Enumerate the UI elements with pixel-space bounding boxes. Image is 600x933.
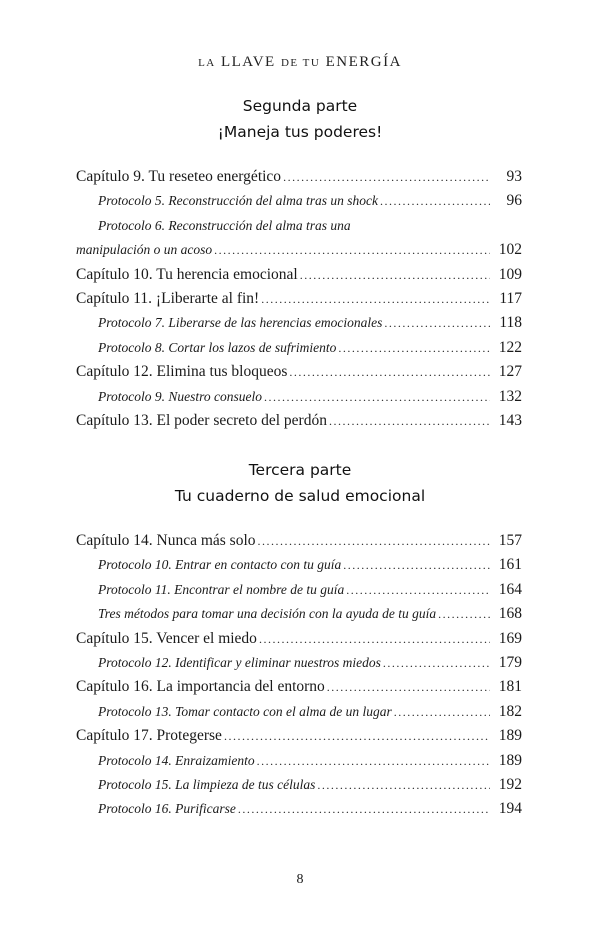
toc-dot-leader <box>224 724 490 748</box>
toc-dot-leader <box>329 409 490 433</box>
toc-page-number: 179 <box>498 653 522 671</box>
toc-part2 <box>76 165 522 433</box>
toc-dot-leader <box>264 385 490 409</box>
toc-page-number: 164 <box>498 580 522 598</box>
toc-dot-leader <box>300 263 490 287</box>
toc-dot-leader <box>343 553 490 577</box>
toc-entry-title: Tres métodos para tomar una decisión con la ayuda de tu guía <box>98 606 437 622</box>
toc-page-number: 168 <box>498 605 522 623</box>
toc-protocol-entry <box>76 797 522 821</box>
toc-protocol-entry <box>76 553 522 577</box>
toc-dot-leader <box>259 627 490 651</box>
running-head-llave: LLAVE <box>220 54 276 70</box>
toc-page-number: 192 <box>498 775 522 793</box>
toc-dot-leader <box>289 360 490 384</box>
toc-chapter-entry <box>76 165 522 189</box>
toc-page-number: 127 <box>498 363 522 381</box>
toc-page-number: 143 <box>498 411 522 429</box>
toc-dot-leader <box>238 797 490 821</box>
toc-chapter-entry <box>76 675 522 699</box>
toc-dot-leader <box>283 165 490 189</box>
toc-protocol-entry <box>76 311 522 335</box>
toc-protocol-entry <box>76 238 522 262</box>
toc-protocol-entry <box>76 385 522 409</box>
toc-entry-title: Capítulo 10. Tu herencia emocional <box>76 265 298 283</box>
toc-page-number: 157 <box>498 532 522 549</box>
toc-entry-title: Protocolo 9. Nuestro consuelo <box>98 388 262 404</box>
running-head-la: LA <box>198 57 216 69</box>
toc-entry-title: Capítulo 17. Protegerse <box>76 727 222 745</box>
toc-entry-title: Capítulo 16. La importancia del entorno <box>76 678 325 696</box>
part2-heading <box>0 93 600 145</box>
toc-page-number: 189 <box>498 751 522 769</box>
toc-page-number: 122 <box>498 338 522 356</box>
toc-chapter-entry <box>76 409 522 433</box>
toc-page-number: 102 <box>498 241 522 259</box>
toc-dot-leader <box>327 675 490 699</box>
running-head-energia: ENERGÍA <box>325 54 402 70</box>
toc-entry-title: Capítulo 13. El poder secreto del perdón <box>76 411 327 429</box>
toc-dot-leader <box>380 189 490 213</box>
toc-chapter-entry <box>76 263 522 287</box>
toc-dot-leader <box>257 749 490 773</box>
toc-page-number: 161 <box>498 556 522 574</box>
toc-protocol-entry <box>76 578 522 602</box>
toc-protocol-entry <box>76 700 522 724</box>
toc-dot-leader <box>438 602 490 626</box>
part3-subtitle: Tu cuaderno de salud emocional <box>174 487 426 505</box>
toc-page-number: 182 <box>498 702 522 720</box>
toc-chapter-entry <box>76 360 522 384</box>
toc-page-number: 181 <box>498 678 522 696</box>
toc-dot-leader <box>317 773 490 797</box>
part3-title: Tercera parte <box>248 461 352 479</box>
part3-heading <box>0 457 600 509</box>
toc-protocol-entry <box>76 773 522 797</box>
toc-dot-leader <box>261 287 490 311</box>
toc-protocol-entry <box>76 336 522 360</box>
toc-page-number: 96 <box>506 192 522 210</box>
toc-entry-title: manipulación o un acoso <box>76 242 213 258</box>
toc-dot-leader <box>394 700 490 724</box>
toc-protocol-entry <box>76 214 522 238</box>
toc-chapter-entry <box>76 529 522 553</box>
toc-protocol-entry <box>76 749 522 773</box>
toc-entry-title: Protocolo 14. Enraizamiento <box>98 752 255 768</box>
toc-entry-title: Protocolo 15. La limpieza de tus células <box>98 776 316 792</box>
toc-page-number: 118 <box>499 314 522 332</box>
toc-entry-title: Protocolo 7. Liberarse de las herencias emocionales <box>98 315 383 331</box>
toc-page-number: 109 <box>498 265 522 283</box>
toc-chapter-entry <box>76 724 522 748</box>
page-number: 8 <box>296 872 304 887</box>
toc-page-number: 194 <box>498 800 522 818</box>
toc-dot-leader <box>258 529 490 553</box>
toc-entry-title: Capítulo 15. Vencer el miedo <box>76 629 257 647</box>
toc-chapter-entry <box>76 287 522 311</box>
toc-protocol-entry <box>76 651 522 675</box>
toc-entry-title: Capítulo 11. ¡Liberarte al fin! <box>76 289 260 307</box>
toc-entry-title: Protocolo 11. Encontrar el nombre de tu guía <box>98 581 345 597</box>
toc-entry-title: Capítulo 9. Tu reseteo energético <box>76 168 282 185</box>
toc-dot-leader <box>383 651 490 675</box>
toc-page-number: 117 <box>499 289 522 307</box>
toc-entry-title: Protocolo 6. Reconstrucción del alma tras una <box>98 217 351 233</box>
toc-protocol-entry <box>76 189 522 213</box>
toc-page-number: 132 <box>498 387 522 405</box>
toc-entry-title: Capítulo 12. Elimina tus bloqueos <box>76 363 288 381</box>
toc-dot-leader <box>338 336 490 360</box>
toc-entry-title: Protocolo 5. Reconstrucción del alma tras un shock <box>98 193 378 209</box>
toc-chapter-entry <box>76 627 522 651</box>
toc-entry-title: Capítulo 14. Nunca más solo <box>76 532 256 549</box>
toc-part3 <box>76 529 522 822</box>
toc-page-number: 93 <box>506 168 522 185</box>
toc-page-number: 189 <box>498 727 522 745</box>
toc-entry-title: Protocolo 12. Identificar y eliminar nuestros miedos <box>98 654 381 670</box>
toc-dot-leader <box>384 311 490 335</box>
toc-entry-title: Protocolo 10. Entrar en contacto con tu guía <box>98 557 342 573</box>
part2-title: Segunda parte <box>242 97 358 115</box>
running-head-de-tu: DE TU <box>280 57 321 69</box>
toc-entry-title: Protocolo 16. Purificarse <box>98 801 236 817</box>
toc-page-number: 169 <box>498 629 522 647</box>
toc-protocol-entry <box>76 602 522 626</box>
toc-dot-leader <box>346 578 490 602</box>
toc-entry-title: Protocolo 13. Tomar contacto con el alma de un lugar <box>98 703 392 719</box>
toc-entry-title: Protocolo 8. Cortar los lazos de sufrimiento <box>98 339 337 355</box>
running-head <box>0 54 600 71</box>
part2-subtitle: ¡Maneja tus poderes! <box>217 123 383 141</box>
toc-dot-leader <box>214 238 490 262</box>
